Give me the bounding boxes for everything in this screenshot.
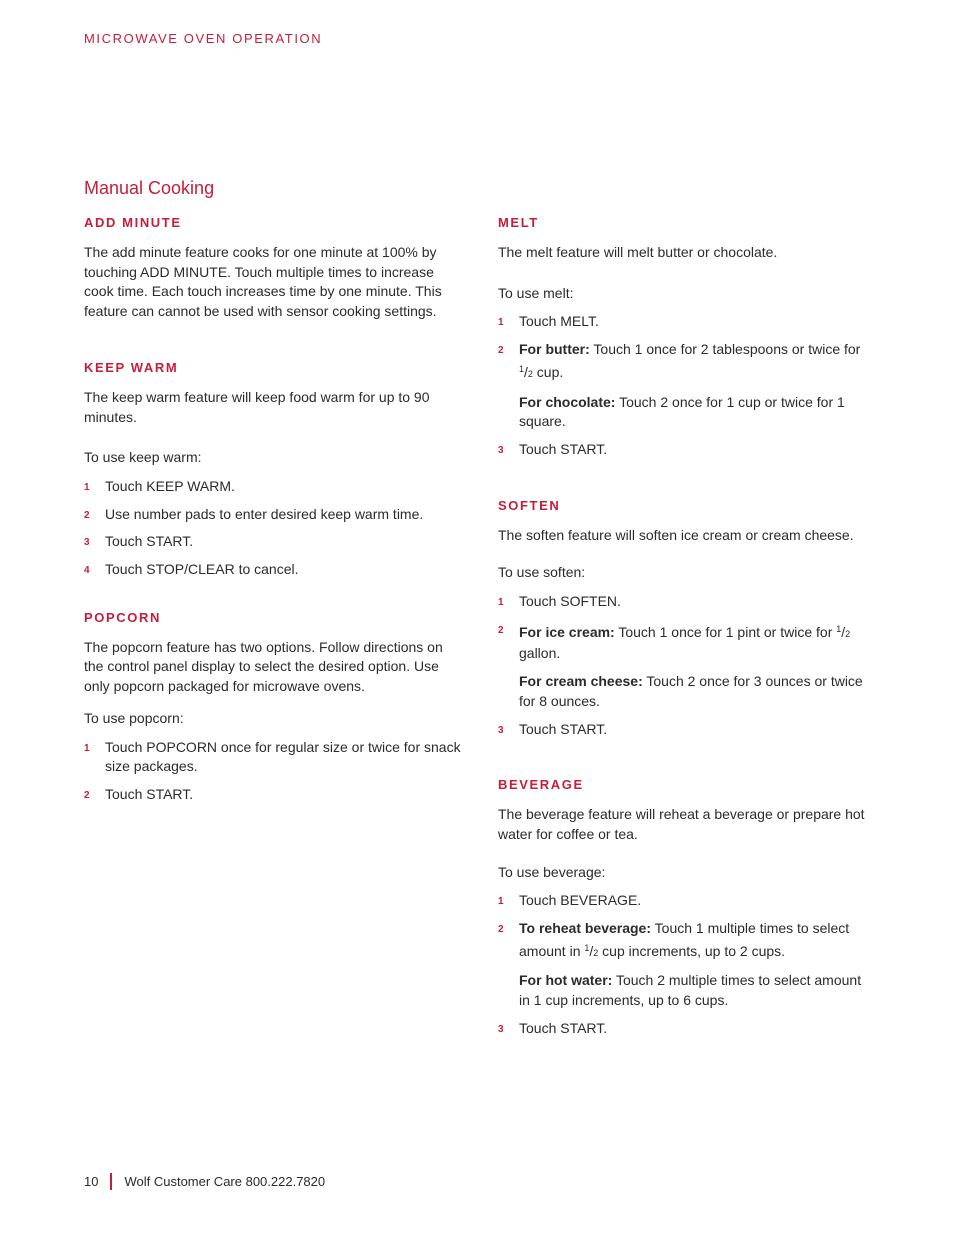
fraction-denominator: 2 bbox=[527, 368, 533, 379]
step-text-tail: cup. bbox=[532, 363, 564, 380]
step-text-tail: cup increments, up to 2 cups. bbox=[598, 942, 786, 959]
step-text: Touch START. bbox=[519, 720, 608, 737]
beverage-steps bbox=[498, 891, 870, 1038]
list-item bbox=[84, 505, 466, 525]
step-text: Touch 1 multiple times to select amount in bbox=[519, 920, 850, 959]
step-text: Touch START. bbox=[519, 440, 608, 457]
step-extra bbox=[519, 971, 870, 1010]
add-minute-section bbox=[84, 215, 466, 322]
list-item: 2 To reheat beverage: Touch 1 multiple times to select amount in $^1$/2 cup increments, up to 2 cups. For hot water: Touch 2 multiple times to select amount in 1 cup increments, up to 6 cups. bbox=[498, 919, 870, 1011]
step-text: Touch SOFTEN. bbox=[519, 593, 621, 610]
beverage-lead: To use beverage: bbox=[498, 863, 606, 880]
list-item bbox=[84, 785, 466, 805]
popcorn-steps bbox=[84, 738, 466, 805]
step-bold-label: For chocolate: bbox=[519, 393, 616, 410]
step-extra bbox=[519, 672, 870, 711]
keep-warm-steps bbox=[84, 477, 466, 580]
step-number: 1 bbox=[498, 317, 504, 329]
step-text: Touch 1 once for 1 pint or twice for bbox=[614, 623, 837, 640]
step-number: 2 bbox=[498, 924, 504, 936]
soften-lead: To use soften: bbox=[498, 564, 586, 581]
step-text: Touch START. bbox=[105, 533, 194, 550]
footer-contact: Wolf Customer Care 800.222.7820 bbox=[124, 1174, 326, 1189]
soften-section bbox=[498, 498, 870, 740]
step-text: Touch POPCORN once for regular size or twice for snack size packages. bbox=[105, 738, 461, 775]
step-bold-label: For hot water: bbox=[519, 972, 613, 989]
melt-lead: To use melt: bbox=[498, 284, 574, 301]
step-number: 2 bbox=[498, 624, 504, 636]
step-text: Touch 1 once for 2 tablespoons or twice for bbox=[589, 341, 861, 358]
step-text: Touch 2 once for 1 cup or twice for 1 square. bbox=[519, 393, 845, 430]
right-column bbox=[498, 215, 870, 1077]
fraction-denominator: 2 bbox=[593, 947, 599, 958]
step-number: 4 bbox=[84, 565, 90, 577]
melt-steps bbox=[498, 312, 870, 459]
soften-heading: SOFTEN bbox=[498, 497, 561, 513]
list-item: 2 For ice cream: Touch 1 once for 1 pint or twice for $^1$/2 gallon. For cream cheese: Touch 2 once for 3 ounces or twice for 8 ounces. bbox=[498, 620, 870, 712]
step-number: 2 bbox=[84, 789, 90, 801]
keep-warm-section bbox=[84, 360, 466, 580]
soften-body: The soften feature will soften ice cream or cream cheese. bbox=[498, 526, 854, 543]
footer-divider bbox=[110, 1173, 112, 1190]
step-bold-label: For ice cream: bbox=[519, 623, 615, 640]
page-number: 10 bbox=[84, 1174, 99, 1189]
step-text: Touch START. bbox=[105, 785, 194, 802]
popcorn-heading: POPCORN bbox=[84, 609, 161, 625]
step-text: Touch STOP/CLEAR to cancel. bbox=[105, 561, 299, 578]
step-text: Touch 2 once for 3 ounces or twice for 8 ounces. bbox=[519, 673, 863, 709]
list-item bbox=[498, 720, 870, 740]
add-minute-body: The add minute feature cooks for one minute at 100% by touching ADD MINUTE. Touch multiple times to increase cook time. Each touch increases time by one minute. This feature can cannot be used with sensor cooking settings. bbox=[84, 244, 442, 320]
step-extra bbox=[519, 393, 870, 432]
step-text: Touch MELT. bbox=[519, 313, 599, 330]
step-number: 3 bbox=[498, 444, 504, 456]
step-bold-label: For butter: bbox=[519, 341, 590, 358]
section-title: Manual Cooking bbox=[84, 178, 215, 198]
melt-heading: MELT bbox=[498, 215, 539, 230]
keep-warm-body: The keep warm feature will keep food warm for up to 90 minutes. bbox=[84, 388, 430, 425]
step-number: 3 bbox=[498, 1023, 504, 1035]
step-text: Touch BEVERAGE. bbox=[519, 892, 642, 909]
step-number: 1 bbox=[84, 742, 90, 754]
step-number: 1 bbox=[498, 597, 504, 609]
step-text: Touch START. bbox=[519, 1019, 608, 1036]
keep-warm-lead: To use keep warm: bbox=[84, 449, 202, 466]
list-item: 2 For butter: Touch 1 once for 2 tablespoons or twice for $^1$/2 cup. For chocolate: Touch 2 once for 1 cup or twice for 1 square. bbox=[498, 340, 870, 432]
step-number: 1 bbox=[84, 481, 90, 493]
step-text-tail: gallon. bbox=[519, 645, 561, 662]
list-item bbox=[84, 477, 466, 497]
popcorn-lead: To use popcorn: bbox=[84, 709, 184, 726]
list-item bbox=[84, 738, 466, 777]
list-item bbox=[498, 592, 870, 612]
list-item bbox=[498, 440, 870, 460]
add-minute-heading: ADD MINUTE bbox=[84, 215, 182, 230]
list-item bbox=[84, 560, 466, 580]
list-item bbox=[498, 1019, 870, 1039]
beverage-body: The beverage feature will reheat a beverage or prepare hot water for coffee or tea. bbox=[498, 806, 865, 842]
step-bold-label: To reheat beverage: bbox=[519, 920, 652, 937]
soften-steps bbox=[498, 592, 870, 739]
running-header: MICROWAVE OVEN OPERATION bbox=[84, 31, 323, 46]
step-text: Touch KEEP WARM. bbox=[105, 477, 235, 494]
page-footer bbox=[84, 1173, 325, 1190]
melt-body: The melt feature will melt butter or chocolate. bbox=[498, 244, 778, 260]
fraction-numerator: 1 bbox=[584, 942, 590, 953]
step-number: 2 bbox=[498, 345, 504, 357]
popcorn-section bbox=[84, 610, 466, 805]
left-column bbox=[84, 215, 466, 843]
step-text: Touch 2 multiple times to select amount in 1 cup increments, up to 6 cups. bbox=[519, 972, 862, 1009]
fraction-denominator: 2 bbox=[845, 628, 851, 639]
popcorn-body: The popcorn feature has two options. Follow directions on the control panel display to select the desired option. Use only popcorn packaged for microwave ovens. bbox=[84, 638, 443, 695]
list-item bbox=[498, 312, 870, 332]
beverage-section bbox=[498, 777, 870, 1038]
fraction-numerator: 1 bbox=[519, 363, 525, 374]
list-item bbox=[84, 532, 466, 552]
step-number: 2 bbox=[84, 509, 90, 521]
beverage-heading: BEVERAGE bbox=[498, 777, 584, 793]
step-number: 3 bbox=[84, 537, 90, 549]
melt-section bbox=[498, 215, 870, 460]
list-item bbox=[498, 891, 870, 911]
keep-warm-heading: KEEP WARM bbox=[84, 359, 179, 375]
step-text: Use number pads to enter desired keep warm time. bbox=[105, 505, 424, 522]
step-number: 3 bbox=[498, 724, 504, 736]
fraction-numerator: 1 bbox=[836, 623, 842, 634]
step-bold-label: For cream cheese: bbox=[519, 673, 643, 690]
step-number: 1 bbox=[498, 896, 504, 908]
